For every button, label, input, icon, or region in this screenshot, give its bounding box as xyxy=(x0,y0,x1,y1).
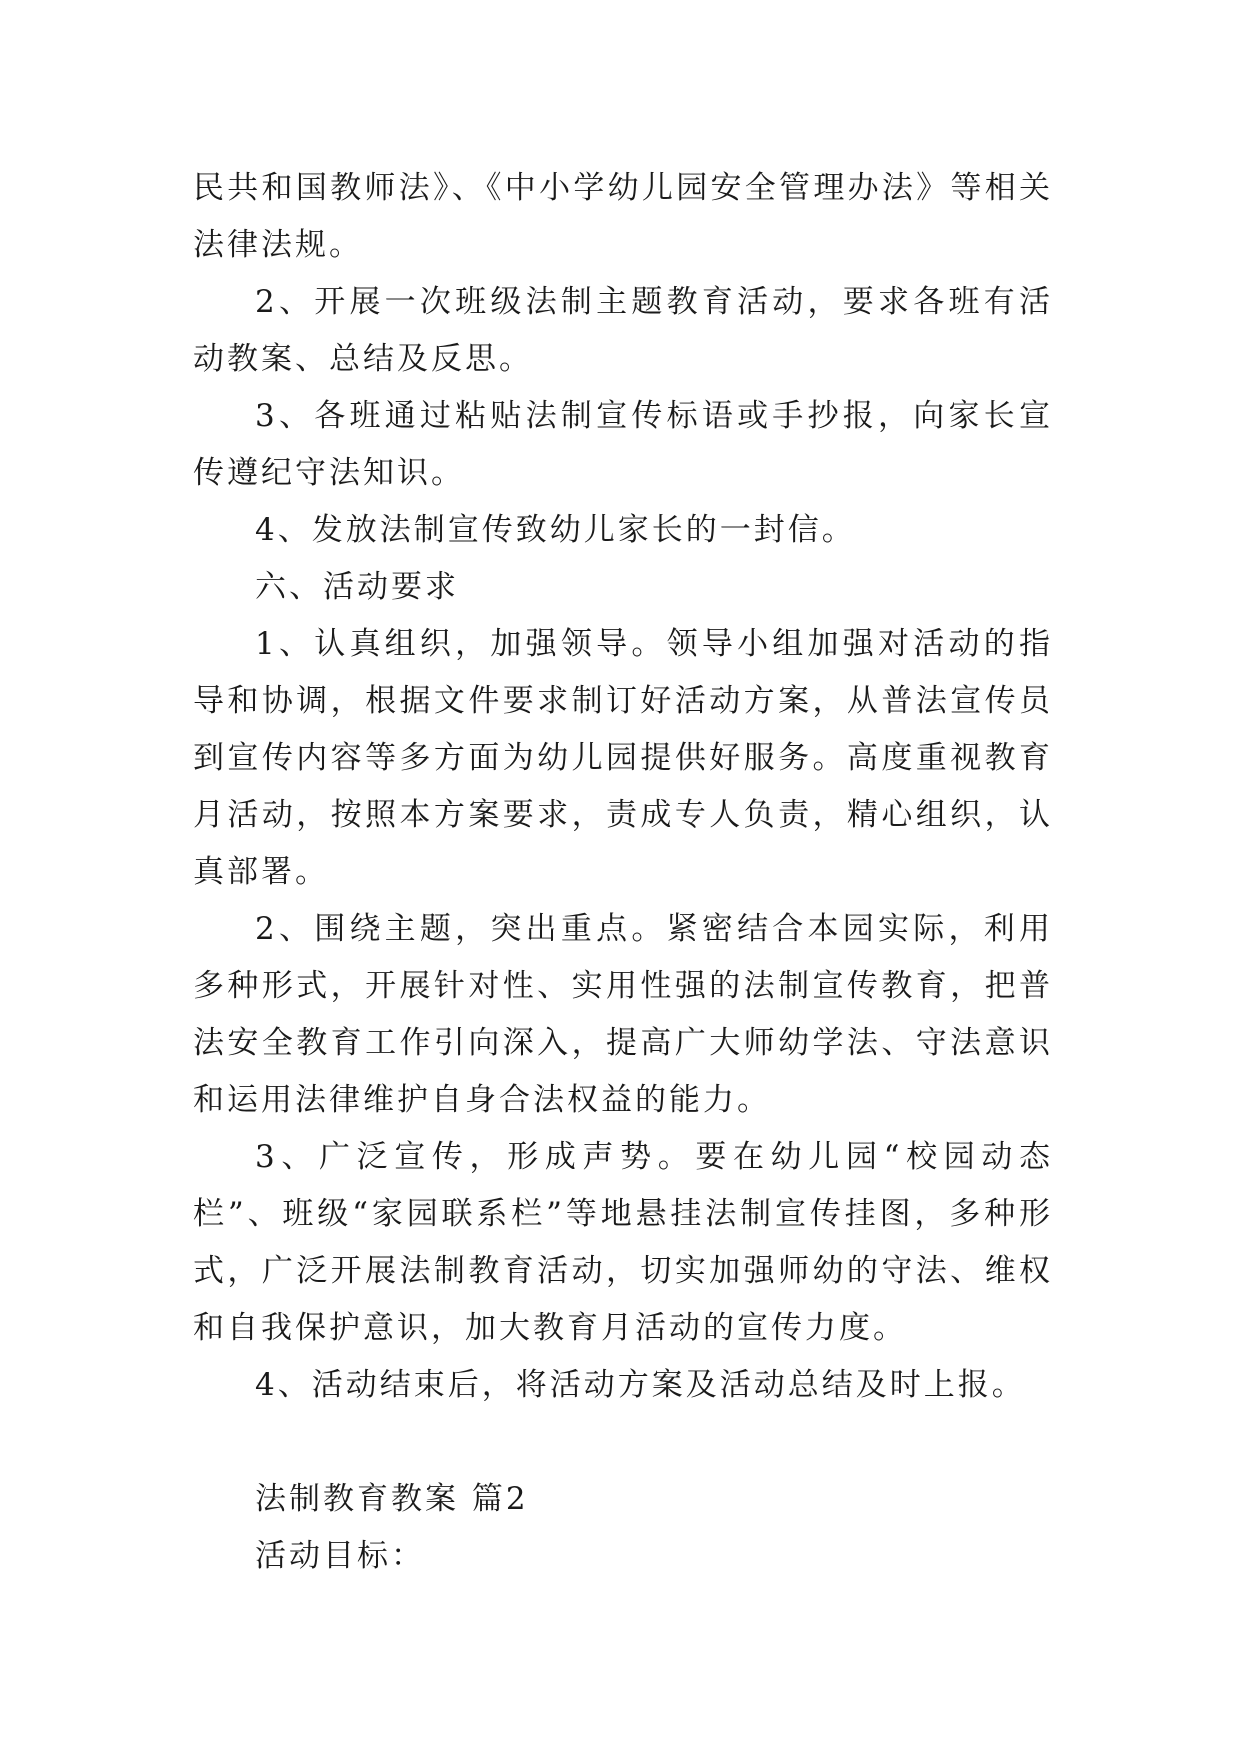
paragraph-requirement-4: 4、活动结束后，将活动方案及活动总结及时上报。 xyxy=(255,1367,1026,1403)
section-heading-requirements: 六、活动要求 xyxy=(255,569,459,605)
section-title: 法制教育教案 篇2 xyxy=(255,1481,529,1517)
section-subtitle: 活动目标： xyxy=(255,1538,425,1574)
paragraph-requirement-3: 3、广泛宣传，形成声势。要在幼儿园“校园动态栏”、班级“家园联系栏”等地悬挂法制宣传挂图，多种形式，广泛开展法制教育活动，切实加强师幼的守法、维权和自我保护意识，加大教育月活动的宣传力度。 xyxy=(193,1139,1053,1346)
paragraph-requirement-2: 2、围绕主题，突出重点。紧密结合本园实际，利用多种形式，开展针对性、实用性强的法制宣传教育，把普法安全教育工作引向深入，提高广大师幼学法、守法意识和运用法律维护自身合法权益的能力。 xyxy=(193,911,1053,1118)
paragraph-law-list-continuation: 民共和国教师法》、《中小学幼儿园安全管理办法》等相关法律法规。 xyxy=(193,170,1053,263)
paragraph-requirement-1: 1、认真组织，加强领导。领导小组加强对活动的指导和协调，根据文件要求制订好活动方案，从普法宣传员到宣传内容等多方面为幼儿园提供好服务。高度重视教育月活动，按照本方案要求，责成专人负责，精心组织，认真部署。 xyxy=(193,626,1053,890)
paragraph-item-4: 4、发放法制宣传致幼儿家长的一封信。 xyxy=(255,512,856,548)
paragraph-item-2: 2、开展一次班级法制主题教育活动，要求各班有活动教案、总结及反思。 xyxy=(193,284,1053,377)
paragraph-item-3: 3、各班通过粘贴法制宣传标语或手抄报，向家长宣传遵纪守法知识。 xyxy=(193,398,1053,491)
document-body xyxy=(193,160,1053,1585)
